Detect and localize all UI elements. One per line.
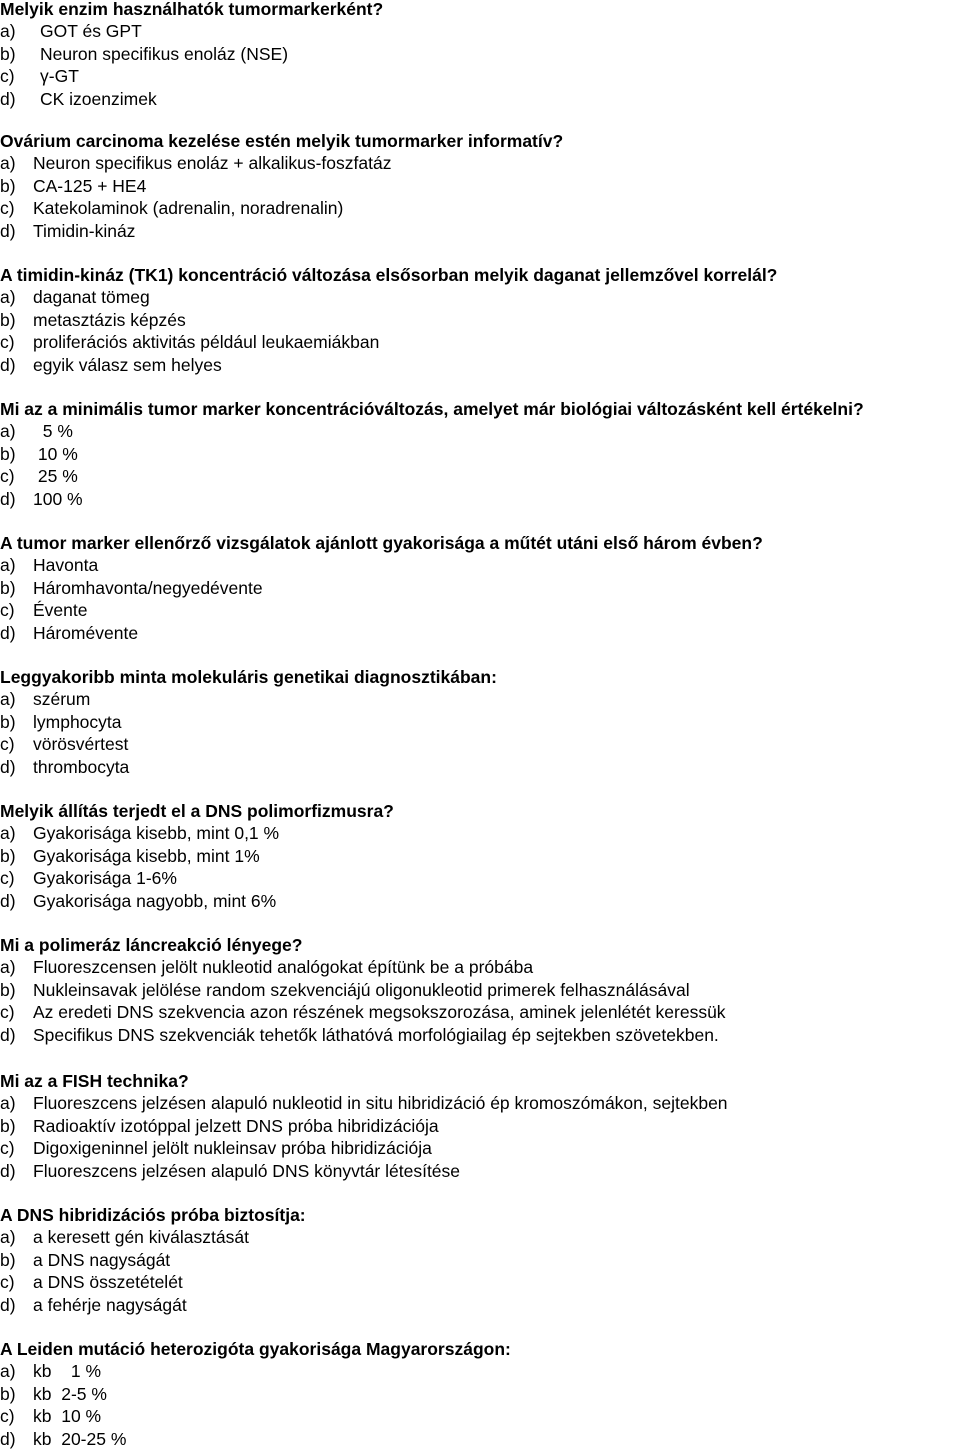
option-letter: b): [0, 1115, 16, 1136]
answer-option: [0, 1294, 960, 1316]
option-text: Digoxigeninnel jelölt nukleinsav próba hibridizációja: [33, 1138, 432, 1159]
option-letter: c): [0, 198, 15, 219]
option-text: 5 %: [33, 421, 73, 442]
question-title: A timidin-kináz (TK1) koncentráció változása elsősorban melyik daganat jellemzővel korrelál?: [0, 265, 778, 285]
option-letter: d): [0, 354, 16, 375]
question-title: Ovárium carcinoma kezelése estén melyik tumormarker informatív?: [0, 131, 564, 151]
option-text: metasztázis képzés: [33, 309, 186, 330]
option-letter: c): [0, 600, 15, 621]
answer-option: [0, 20, 960, 42]
answer-option: [0, 43, 960, 65]
answer-option: [0, 420, 960, 442]
option-letter: a): [0, 21, 16, 42]
option-text: Havonta: [33, 555, 99, 576]
answer-option: [0, 1405, 960, 1427]
question-block: [0, 934, 960, 1046]
option-text: daganat tömeg: [33, 287, 150, 308]
question-title: Mi az a FISH technika?: [0, 1071, 189, 1091]
option-text: Háromévente: [33, 622, 139, 643]
option-letter: a): [0, 1227, 16, 1248]
answer-option: [0, 443, 960, 465]
option-letter: c): [0, 466, 15, 487]
answer-option: [0, 354, 960, 376]
option-letter: b): [0, 175, 16, 196]
option-text: Neuron specifikus enoláz + alkalikus-foszfatáz: [33, 153, 392, 174]
option-letter: c): [0, 868, 15, 889]
option-text: a DNS nagyságát: [33, 1249, 171, 1270]
option-letter: b): [0, 577, 16, 598]
answer-option: [0, 1360, 960, 1382]
option-text: Fluoreszcens jelzésen alapuló DNS könyvtár létesítése: [33, 1160, 461, 1181]
option-letter: c): [0, 332, 15, 353]
option-letter: b): [0, 443, 16, 464]
option-letter: c): [0, 1272, 15, 1293]
option-text: Gyakorisága kisebb, mint 0,1 %: [33, 823, 280, 844]
option-letter: a): [0, 957, 16, 978]
option-text: Gyakorisága kisebb, mint 1%: [33, 845, 260, 866]
answer-option: [0, 756, 960, 778]
option-letter: b): [0, 979, 16, 1000]
answer-option: [0, 822, 960, 844]
option-text: CA-125 + HE4: [33, 175, 147, 196]
option-letter: b): [0, 711, 16, 732]
answer-option: [0, 845, 960, 867]
option-letter: a): [0, 1361, 16, 1382]
question-title: Melyik állítás terjedt el a DNS polimorfizmusra?: [0, 801, 394, 821]
option-letter: d): [0, 220, 16, 241]
option-text: a fehérje nagyságát: [33, 1294, 187, 1315]
answer-option: [0, 1271, 960, 1293]
option-text: Az eredeti DNS szekvencia azon részének megsokszorozása, aminek jelenlétét keressük: [33, 1002, 726, 1023]
option-text: proliferációs aktivitás például leukaemiákban: [33, 332, 380, 353]
answer-option: [0, 890, 960, 912]
answer-option: [0, 979, 960, 1001]
option-text: Évente: [33, 600, 88, 621]
option-text: 100 %: [33, 488, 83, 509]
question-block: [0, 398, 960, 510]
answer-option: [0, 286, 960, 308]
option-text: GOT és GPT: [40, 21, 142, 42]
option-text: 25 %: [33, 466, 78, 487]
option-letter: c): [0, 66, 15, 87]
answer-option: [0, 152, 960, 174]
option-letter: b): [0, 309, 16, 330]
question-title: A DNS hibridizációs próba biztosítja:: [0, 1205, 306, 1225]
answer-option: [0, 622, 960, 644]
answer-option: [0, 1137, 960, 1159]
question-title: A Leiden mutáció heterozigóta gyakorisága Magyarországon:: [0, 1339, 511, 1359]
answer-option: [0, 956, 960, 978]
question-title: A tumor marker ellenőrző vizsgálatok ajánlott gyakorisága a műtét utáni első három évben?: [0, 533, 763, 553]
answer-option: [0, 88, 960, 110]
answer-option: [0, 599, 960, 621]
answer-option: [0, 65, 960, 87]
option-text: 10 %: [33, 443, 78, 464]
answer-option: [0, 1001, 960, 1023]
answer-option: [0, 175, 960, 197]
option-letter: a): [0, 823, 16, 844]
option-text: Specifikus DNS szekvenciák tehetők láthatóvá morfológiailag ép sejtekben szövetekben.: [33, 1024, 719, 1045]
question-block: [0, 532, 960, 644]
answer-option: [0, 1249, 960, 1271]
question-block: [0, 800, 960, 912]
option-letter: a): [0, 1093, 16, 1114]
question-block: [0, 1070, 960, 1182]
option-letter: a): [0, 689, 16, 710]
answer-option: [0, 1226, 960, 1248]
question-block: [0, 666, 960, 778]
option-text: szérum: [33, 689, 91, 710]
option-letter: d): [0, 1294, 16, 1315]
option-letter: a): [0, 287, 16, 308]
option-text: kb 20-25 %: [33, 1428, 127, 1449]
question-title: Leggyakoribb minta molekuláris genetikai diagnosztikában:: [0, 667, 497, 687]
option-text: Nukleinsavak jelölése random szekvenciájú oligonukleotid primerek felhasználásával: [33, 979, 690, 1000]
option-text: Gyakorisága 1-6%: [33, 868, 177, 889]
option-letter: b): [0, 1249, 16, 1270]
answer-option: [0, 220, 960, 242]
option-text: a DNS összetételét: [33, 1272, 183, 1293]
option-text: egyik válasz sem helyes: [33, 354, 222, 375]
option-text: Fluoreszcens jelzésen alapuló nukleotid in situ hibridizáció ép kromoszómákon, sejtekben: [33, 1093, 728, 1114]
option-letter: c): [0, 1406, 15, 1427]
answer-option: [0, 577, 960, 599]
option-text: thrombocyta: [33, 756, 130, 777]
answer-option: [0, 1092, 960, 1114]
answer-option: [0, 867, 960, 889]
option-letter: b): [0, 845, 16, 866]
answer-option: [0, 309, 960, 331]
answer-option: [0, 688, 960, 710]
option-text: kb 2-5 %: [33, 1383, 107, 1404]
option-text: γ-GT: [40, 66, 79, 87]
option-text: Fluoreszcensen jelölt nukleotid analógokat építünk be a próbába: [33, 957, 534, 978]
question-block: [0, 130, 960, 242]
option-letter: d): [0, 88, 16, 109]
option-letter: b): [0, 43, 16, 64]
option-letter: a): [0, 153, 16, 174]
answer-option: [0, 554, 960, 576]
option-letter: c): [0, 734, 15, 755]
answer-option: [0, 1428, 960, 1450]
option-letter: d): [0, 488, 16, 509]
answer-option: [0, 1383, 960, 1405]
option-text: Radioaktív izotóppal jelzett DNS próba hibridizációja: [33, 1115, 439, 1136]
question-block: [0, 1338, 960, 1450]
option-text: kb 1 %: [33, 1361, 102, 1382]
option-text: vörösvértest: [33, 734, 129, 755]
option-letter: d): [0, 1024, 16, 1045]
option-letter: d): [0, 1160, 16, 1181]
option-letter: d): [0, 1428, 16, 1449]
option-text: CK izoenzimek: [40, 88, 157, 109]
option-letter: a): [0, 421, 16, 442]
option-letter: c): [0, 1002, 15, 1023]
question-title: Mi a polimeráz láncreakció lényege?: [0, 935, 303, 955]
option-letter: d): [0, 622, 16, 643]
option-letter: a): [0, 555, 16, 576]
option-letter: d): [0, 890, 16, 911]
option-text: lymphocyta: [33, 711, 122, 732]
option-letter: d): [0, 756, 16, 777]
answer-option: [0, 331, 960, 353]
answer-option: [0, 711, 960, 733]
option-text: Katekolaminok (adrenalin, noradrenalin): [33, 198, 344, 219]
option-text: Háromhavonta/negyedévente: [33, 577, 263, 598]
question-title: Mi az a minimális tumor marker koncentrációváltozás, amelyet már biológiai változásként kell értékelni?: [0, 399, 864, 419]
answer-option: [0, 1115, 960, 1137]
answer-option: [0, 465, 960, 487]
option-letter: c): [0, 1138, 15, 1159]
question-block: [0, 1204, 960, 1316]
option-text: kb 10 %: [33, 1406, 102, 1427]
option-text: Neuron specifikus enoláz (NSE): [40, 43, 289, 64]
answer-option: [0, 488, 960, 510]
question-title: Melyik enzim használhatók tumormarkerként?: [0, 0, 384, 19]
option-text: a keresett gén kiválasztását: [33, 1227, 249, 1248]
answer-option: [0, 197, 960, 219]
option-text: Timidin-kináz: [33, 220, 136, 241]
question-block: [0, 264, 960, 376]
answer-option: [0, 733, 960, 755]
option-text: Gyakorisága nagyobb, mint 6%: [33, 890, 277, 911]
option-letter: b): [0, 1383, 16, 1404]
question-block: [0, 0, 960, 110]
answer-option: [0, 1024, 960, 1046]
answer-option: [0, 1160, 960, 1182]
